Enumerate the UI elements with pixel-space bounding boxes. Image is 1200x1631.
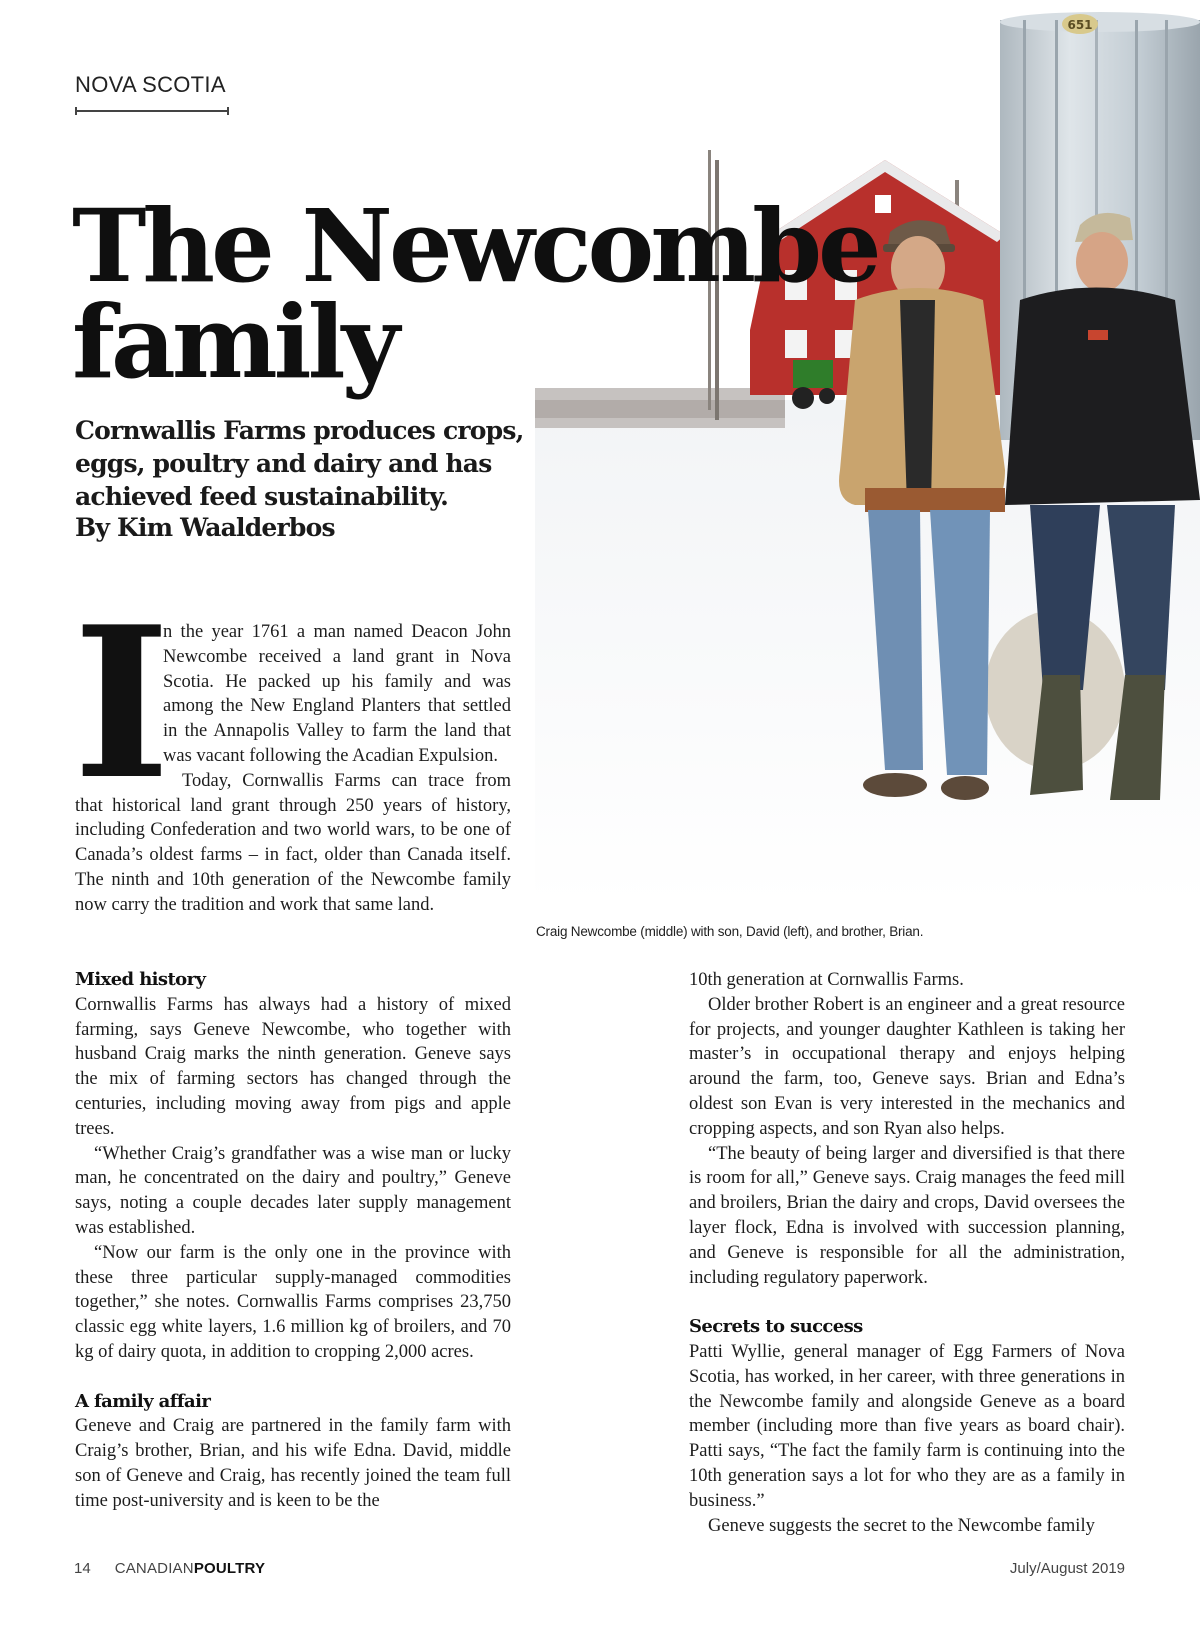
photo-caption: Craig Newcombe (middle) with son, David (left), and brother, Brian.: [536, 924, 924, 939]
section-label: NOVA SCOTIA: [75, 72, 226, 97]
body-paragraph: Patti Wyllie, general manager of Egg Farmers of Nova Scotia, has worked, in her career, with three generations in the Newcombe family and alongside Geneve as a board member (including more than five years as board chair). Patti says, “The fact the family farm is continuing into the 10th generation says a lot for who they are as a family in business.”: [689, 1341, 1125, 1511]
publication-name: CANADIANPOULTRY: [114, 1560, 266, 1577]
lede-paragraph-2: Today, Cornwallis Farms can trace from that historical land grant through 250 years of history, including Confederation and two world wars, to be one of Canada’s oldest farms – in fact, older than Canada itself. The ninth and 10th generation of the Newcombe family now carry the tradition and work that same land.: [75, 770, 511, 915]
lede-block: [73, 582, 511, 918]
issue-date: July/August 2019: [1009, 1560, 1125, 1577]
body-paragraph: “The beauty of being larger and diversified is that there is room for all,” Geneve says. Craig manages the feed mill and broilers, Brian the dairy and crops, David oversees the layer flock, Edna is involved with succession planning, and Geneve is responsible for all the administration, including regulatory paperwork.: [689, 1143, 1125, 1288]
body-paragraph: “Whether Craig’s grandfather was a wise man or lucky man, he concentrated on the dairy and poultry,” Geneve says, noting a couple decades later supply management was established.: [75, 1143, 511, 1238]
headline: The Newcombe family: [72, 187, 878, 401]
section-rule: [75, 110, 229, 112]
body-column-right: [689, 968, 1125, 1538]
subhead-mixed-history: Mixed history: [75, 969, 206, 990]
body-column-left: [75, 968, 511, 1514]
body-paragraph: “Now our farm is the only one in the province with these three particular supply-managed commodities together,” she notes. Cornwallis Farms comprises 23,750 classic egg white layers, 1.6 million kg of broilers, and 70 kg of dairy quota, in addition to cropping 2,000 acres.: [75, 1242, 511, 1362]
body-paragraph: Cornwallis Farms has always had a history of mixed farming, says Geneve Newcombe, who together with husband Craig marks the ninth generation. Geneve says the mix of farming sectors has changed through the centuries, including moving away from pigs and apple trees.: [75, 994, 511, 1139]
feature-photo: [535, 0, 1200, 905]
silo-badge-text: 651: [1067, 18, 1093, 32]
subhead-secrets-to-success: Secrets to success: [689, 1316, 863, 1338]
lede-paragraph-1: [73, 582, 511, 826]
page-number: 14: [74, 1560, 91, 1577]
body-paragraph: 10th generation at Cornwallis Farms.: [689, 970, 964, 990]
page-footer-left: [74, 1560, 265, 1577]
byline: By Kim Waalderbos: [75, 513, 335, 542]
body-paragraph: Geneve and Craig are partnered in the family farm with Craig’s brother, Brian, and his wife Edna. David, middle son of Geneve and Craig, has recently joined the team full time post-university and is keen to be the: [75, 1416, 511, 1511]
dek: Cornwallis Farms produces crops, eggs, poultry and dairy and has achieved feed sustainability.: [75, 416, 524, 511]
body-paragraph: Older brother Robert is an engineer and a great resource for projects, and younger daughter Kathleen is taking her master’s in occupational therapy and enjoys helping around the farm, too, Geneve says. Brian and Edna’s oldest son Evan is very interested in the mechanics and cropping aspects, and son Ryan also helps.: [689, 994, 1125, 1139]
lede-text-1: n the year 1761 a man named Deacon John Newcombe received a land grant in Nova Scotia. He packed up his family and was among the New England Planters that settled in the Annapolis Valley to farm the land that was vacant following the Acadian Expulsion.: [163, 622, 511, 766]
body-paragraph: Geneve suggests the secret to the Newcombe family: [708, 1515, 1095, 1536]
drop-cap: I: [73, 582, 171, 826]
subhead-family-affair: A family affair: [75, 1390, 211, 1412]
